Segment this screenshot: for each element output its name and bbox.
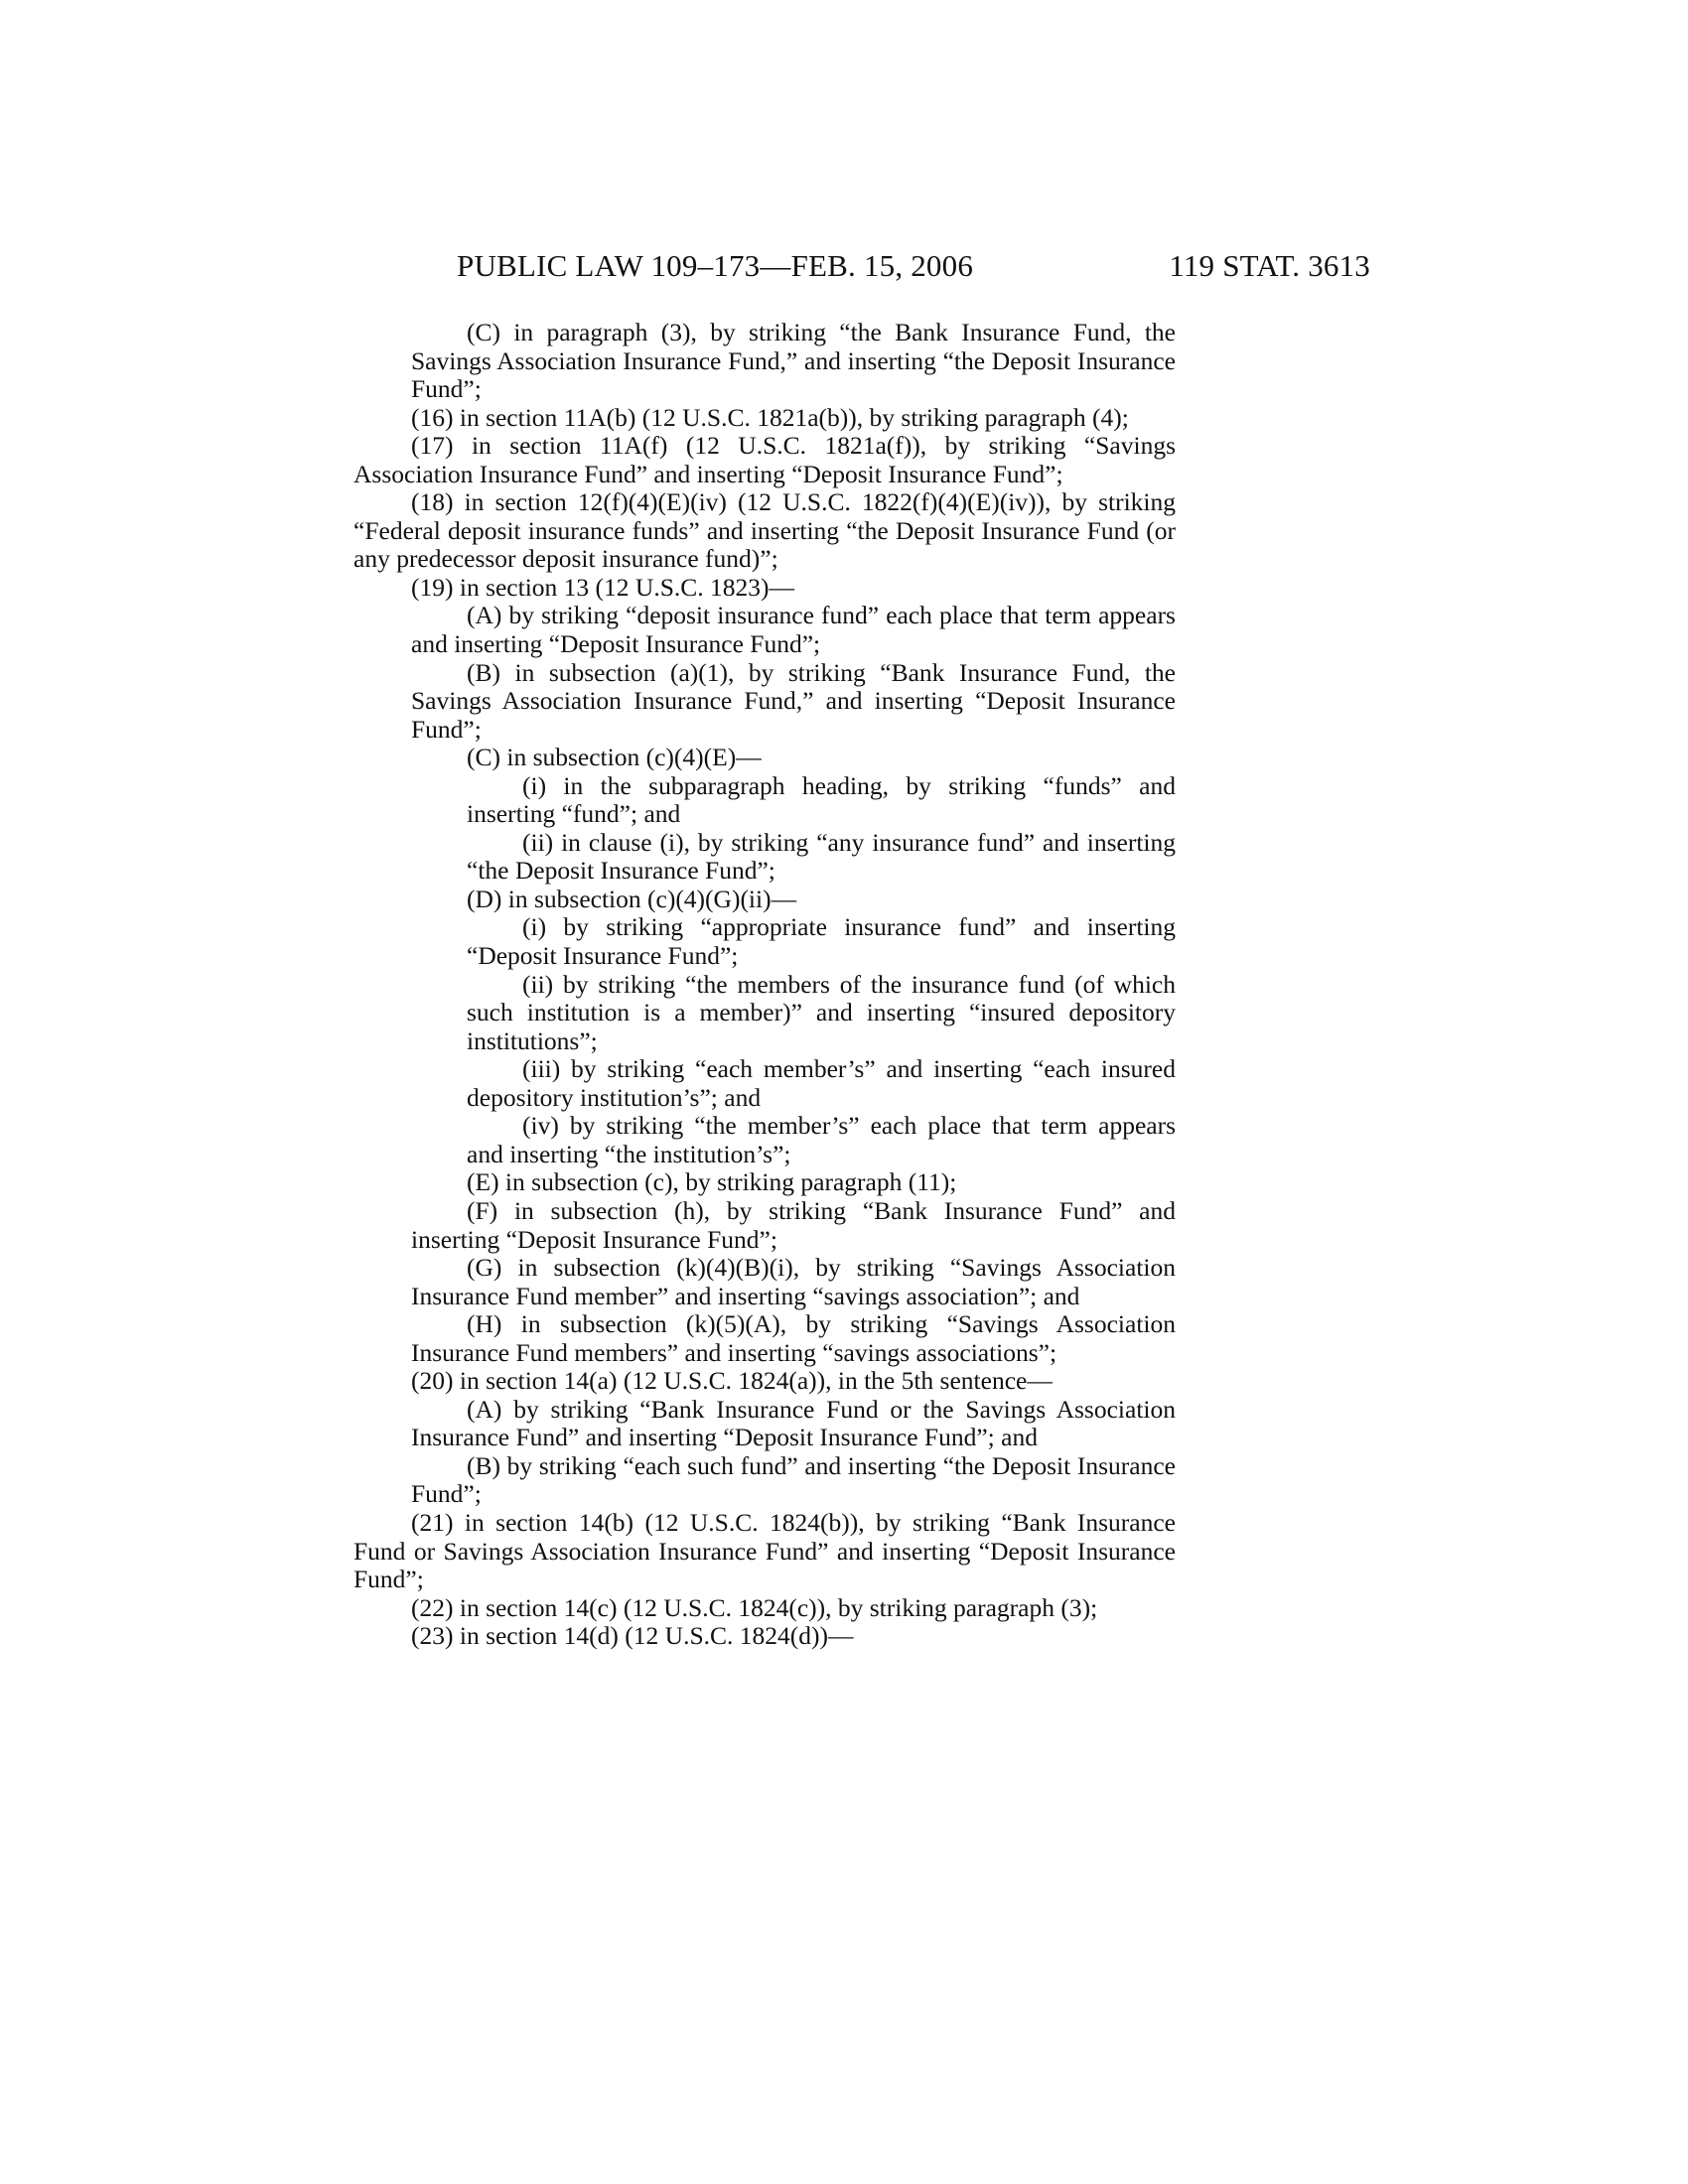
paragraph: (21) in section 14(b) (12 U.S.C. 1824(b)), by striking “Bank Insurance Fund or Savings Association Insurance Fund” and inserting “Deposit Insurance Fund”;	[353, 1507, 1176, 1594]
paragraph: (C) in paragraph (3), by striking “the Bank Insurance Fund, the Savings Association Insurance Fund,” and inserting “the Deposit Insurance Fund”;	[411, 318, 1176, 404]
paragraph: (D) in subsection (c)(4)(G)(ii)—	[467, 884, 797, 913]
paragraph: (17) in section 11A(f) (12 U.S.C. 1821a(f)), by striking “Savings Association Insurance Fund” and inserting “Deposit Insurance Fund”;	[353, 431, 1176, 488]
paragraph: (G) in subsection (k)(4)(B)(i), by striking “Savings Association Insurance Fund member” and inserting “savings association”; and	[411, 1253, 1176, 1310]
paragraph: (C) in subsection (c)(4)(E)—	[467, 743, 762, 772]
header-stat-page: 119 STAT. 3613	[1169, 248, 1370, 283]
paragraph: (22) in section 14(c) (12 U.S.C. 1824(c)), by striking paragraph (3);	[411, 1592, 1098, 1622]
paragraph: (B) by striking “each such fund” and inserting “the Deposit Insurance Fund”;	[411, 1450, 1176, 1509]
paragraph: (H) in subsection (k)(5)(A), by striking “Savings Association Insurance Fund members” and inserting “savings associations”;	[411, 1309, 1176, 1367]
paragraph: (ii) in clause (i), by striking “any insurance fund” and inserting “the Deposit Insurance Fund”;	[467, 827, 1176, 886]
paragraph: (A) by striking “deposit insurance fund” each place that term appears and inserting “Deposit Insurance Fund”;	[411, 601, 1176, 659]
paragraph: (16) in section 11A(b) (12 U.S.C. 1821a(b)), by striking paragraph (4);	[411, 402, 1129, 432]
paragraph: (ii) by striking “the members of the insurance fund (of which such institution is a member)” and inserting “insured depository institutions”;	[467, 969, 1176, 1055]
paragraph: (23) in section 14(d) (12 U.S.C. 1824(d))—	[411, 1621, 854, 1651]
paragraph: (E) in subsection (c), by striking paragraph (11);	[467, 1167, 957, 1197]
paragraph: (F) in subsection (h), by striking “Bank Insurance Fund” and inserting “Deposit Insurance Fund”;	[411, 1195, 1176, 1254]
paragraph: (iv) by striking “the member’s” each place that term appears and inserting “the institution’s”;	[467, 1111, 1176, 1168]
paragraph: (19) in section 13 (12 U.S.C. 1823)—	[411, 572, 795, 602]
paragraph: (iii) by striking “each member’s” and inserting “each insured depository institution’s”; and	[467, 1054, 1176, 1112]
paragraph: (i) by striking “appropriate insurance fund” and inserting “Deposit Insurance Fund”;	[467, 912, 1176, 971]
header-title: PUBLIC LAW 109–173—FEB. 15, 2006	[457, 248, 974, 283]
running-header	[457, 246, 1370, 286]
paragraph: (18) in section 12(f)(4)(E)(iv) (12 U.S.C. 1822(f)(4)(E)(iv)), by striking “Federal deposit insurance funds” and inserting “the Deposit Insurance Fund (or any predecessor deposit insurance fund)”;	[353, 487, 1176, 574]
paragraph: (i) in the subparagraph heading, by striking “funds” and inserting “fund”; and	[467, 770, 1176, 829]
paragraph: (20) in section 14(a) (12 U.S.C. 1824(a)), in the 5th sentence—	[411, 1366, 1053, 1396]
document-body	[353, 319, 1176, 1651]
paragraph: (A) by striking “Bank Insurance Fund or the Savings Association Insurance Fund” and inserting “Deposit Insurance Fund”; and	[411, 1394, 1176, 1452]
paragraph: (B) in subsection (a)(1), by striking “Bank Insurance Fund, the Savings Association Insurance Fund,” and inserting “Deposit Insurance Fund”;	[411, 657, 1176, 744]
